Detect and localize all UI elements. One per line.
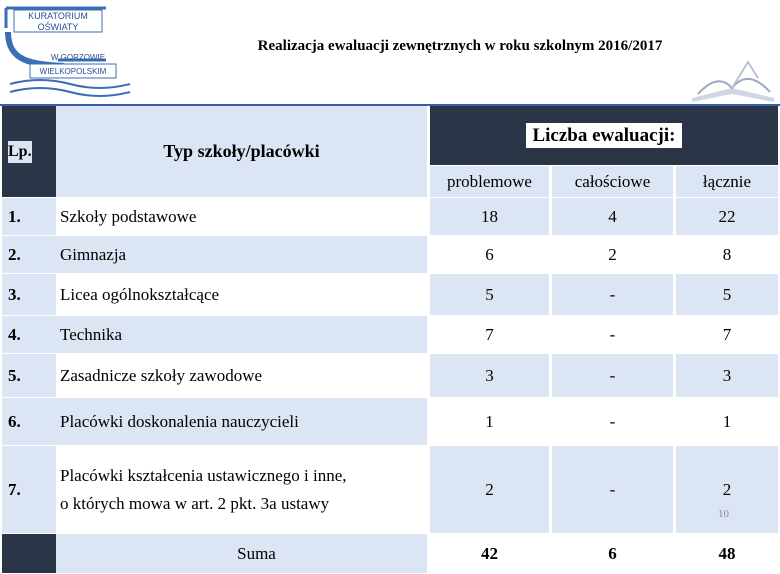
header-lp: Lp. [2,106,56,198]
table-row: 3. Licea ogólnokształcące 5 - 5 [2,274,778,316]
svg-text:OŚWIATY: OŚWIATY [37,22,79,32]
table-sum-row: Suma 42 6 48 [2,534,778,574]
table-row: 6. Placówki doskonalenia nauczycieli 1 - 1 [2,398,778,446]
slide-header [0,0,780,106]
header-group: Liczba ewaluacji: [430,106,778,166]
page-number: 10 [718,508,729,520]
table-row: 5. Zasadnicze szkoły zawodowe 3 - 3 [2,354,778,398]
evaluation-table [2,106,778,574]
table-row: 7. Placówki kształcenia ustawicznego i inne, o których mowa w art. 2 pkt. 3a ustawy 2 - 2 [2,446,778,534]
svg-text:KURATORIUM: KURATORIUM [28,11,88,21]
table-header-row [2,106,778,166]
open-book-icon [688,58,778,104]
table-row: 2. Gimnazja 6 2 8 [2,236,778,274]
sum-label: Suma [56,534,430,574]
svg-text:WIELKOPOLSKIM: WIELKOPOLSKIM [39,67,107,76]
header-type: Typ szkoły/placówki [56,106,430,198]
table-row: 1. Szkoły podstawowe 18 4 22 [2,198,778,236]
kuratorium-logo [2,2,138,100]
header-lacznie: łącznie [676,166,778,198]
svg-text:W GORZOWIE: W GORZOWIE [50,53,106,62]
table-row: 4. Technika 7 - 7 [2,316,778,354]
header-problemowe: problemowe [430,166,552,198]
page-title: Realizacja ewaluacji zewnętrznych w roku szkolnym 2016/2017 [257,38,663,54]
header-calosciowe: całościowe [552,166,676,198]
